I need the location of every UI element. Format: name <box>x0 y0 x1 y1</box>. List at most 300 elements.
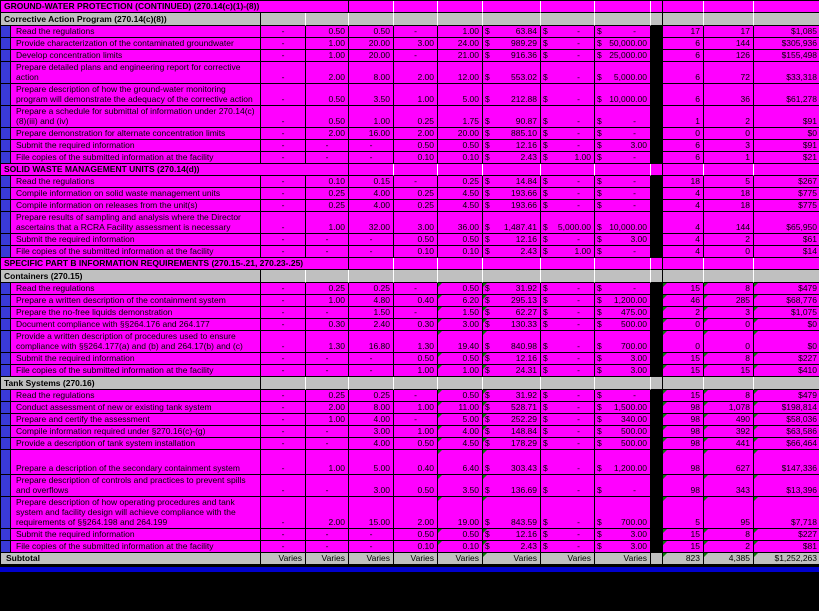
cell[interactable]: - <box>261 450 306 475</box>
cell[interactable]: - <box>306 475 349 497</box>
cell[interactable]: - <box>261 152 306 164</box>
cell[interactable]: 2 <box>663 307 704 319</box>
cell[interactable]: 2.00 <box>306 62 349 84</box>
cell[interactable]: 1 <box>663 106 704 128</box>
cell[interactable]: 0.50 <box>394 140 438 152</box>
cell[interactable]: 4.00 <box>349 438 394 450</box>
cell[interactable]: 1.00 <box>438 365 483 377</box>
cell[interactable] <box>483 450 541 475</box>
cell[interactable]: - <box>261 295 306 307</box>
row-indicator-cell[interactable] <box>1 26 11 38</box>
cell[interactable] <box>483 475 541 497</box>
cell[interactable]: 0.50 <box>438 390 483 402</box>
cell[interactable]: 15 <box>663 283 704 295</box>
cell[interactable]: 0.15 <box>349 176 394 188</box>
cell[interactable]: 0.10 <box>394 541 438 553</box>
cell[interactable] <box>541 541 595 553</box>
empty-cell[interactable] <box>394 13 438 26</box>
cell[interactable]: 0.25 <box>394 200 438 212</box>
row-indicator-cell[interactable] <box>1 414 11 426</box>
row-label[interactable]: Prepare description of controls and practices to prevent spills and overflows <box>11 475 261 497</box>
cell[interactable] <box>541 353 595 365</box>
cell[interactable]: 0 <box>704 128 754 140</box>
cell[interactable]: 4.00 <box>349 188 394 200</box>
cell[interactable] <box>595 200 651 212</box>
cell[interactable]: 18 <box>704 200 754 212</box>
cell[interactable]: - <box>261 62 306 84</box>
row-indicator-cell[interactable] <box>1 212 11 234</box>
cell[interactable]: 3 <box>704 140 754 152</box>
cell[interactable] <box>483 106 541 128</box>
cell[interactable]: 0.30 <box>394 319 438 331</box>
cell[interactable]: 8 <box>704 283 754 295</box>
cell[interactable] <box>483 497 541 529</box>
row-indicator-cell[interactable] <box>1 38 11 50</box>
cell[interactable]: 1.50 <box>438 307 483 319</box>
cell[interactable] <box>483 307 541 319</box>
empty-cell[interactable] <box>663 164 704 176</box>
row-label[interactable]: File copies of the submitted information at the facility <box>11 365 261 377</box>
cell[interactable]: 0.25 <box>394 188 438 200</box>
cell[interactable]: 0 <box>704 319 754 331</box>
cell[interactable]: 5.00 <box>438 414 483 426</box>
cell[interactable]: 0.25 <box>306 200 349 212</box>
row-indicator-cell[interactable] <box>1 295 11 307</box>
cell[interactable]: - <box>261 438 306 450</box>
cell[interactable] <box>595 529 651 541</box>
row-indicator-cell[interactable] <box>1 541 11 553</box>
empty-cell[interactable] <box>541 270 595 283</box>
cell[interactable] <box>595 26 651 38</box>
cell[interactable] <box>541 200 595 212</box>
cell[interactable]: - <box>261 50 306 62</box>
cell[interactable]: $227 <box>754 529 819 541</box>
cell[interactable]: $81 <box>754 541 819 553</box>
cell[interactable]: 15 <box>663 390 704 402</box>
cell[interactable]: $61 <box>754 234 819 246</box>
cell[interactable]: 1.00 <box>438 26 483 38</box>
cell[interactable]: 0.10 <box>306 176 349 188</box>
empty-cell[interactable] <box>754 258 819 270</box>
cell[interactable] <box>541 331 595 353</box>
cell[interactable] <box>483 234 541 246</box>
row-indicator-cell[interactable] <box>1 319 11 331</box>
cell[interactable]: $155,498 <box>754 50 819 62</box>
empty-cell[interactable] <box>595 258 651 270</box>
cell[interactable] <box>541 497 595 529</box>
cell[interactable]: 4 <box>663 234 704 246</box>
cell[interactable]: 4 <box>663 212 704 234</box>
empty-cell[interactable] <box>438 270 483 283</box>
cell[interactable]: 144 <box>704 212 754 234</box>
cell[interactable]: 0.25 <box>394 106 438 128</box>
cell[interactable]: 11.00 <box>438 402 483 414</box>
row-indicator-cell[interactable] <box>1 106 11 128</box>
empty-cell[interactable] <box>754 270 819 283</box>
cell[interactable]: 4.00 <box>349 414 394 426</box>
cell[interactable]: - <box>261 283 306 295</box>
cell[interactable] <box>483 331 541 353</box>
cell[interactable] <box>541 529 595 541</box>
empty-cell[interactable] <box>306 270 349 283</box>
cell[interactable] <box>595 497 651 529</box>
empty-cell[interactable] <box>483 13 541 26</box>
cell[interactable] <box>483 365 541 377</box>
cell[interactable]: 20.00 <box>349 50 394 62</box>
cell[interactable]: $14 <box>754 246 819 258</box>
cell[interactable]: 0.50 <box>394 529 438 541</box>
row-indicator-cell[interactable] <box>1 402 11 414</box>
cell[interactable] <box>595 212 651 234</box>
cell[interactable]: 490 <box>704 414 754 426</box>
cell[interactable]: 6 <box>663 84 704 106</box>
cell[interactable]: 18 <box>704 188 754 200</box>
cell[interactable]: 0.40 <box>394 450 438 475</box>
cell[interactable]: 0.50 <box>438 234 483 246</box>
cell[interactable]: $61,278 <box>754 84 819 106</box>
cell[interactable] <box>595 475 651 497</box>
section-header[interactable]: GROUND-WATER PROTECTION (CONTINUED) (270.14(c)(1)-(8)) <box>1 1 349 13</box>
cell[interactable]: 1.00 <box>349 106 394 128</box>
cell[interactable]: 18 <box>663 176 704 188</box>
cell[interactable]: 4 <box>663 188 704 200</box>
cell[interactable]: 1 <box>704 152 754 164</box>
cell[interactable]: $1,085 <box>754 26 819 38</box>
cell[interactable] <box>483 38 541 50</box>
cell[interactable]: 0 <box>663 331 704 353</box>
cell[interactable] <box>483 319 541 331</box>
cell[interactable]: $1,252,263 <box>754 553 819 565</box>
row-label[interactable]: Conduct assessment of new or existing tank system <box>11 402 261 414</box>
cell[interactable] <box>541 140 595 152</box>
row-indicator-cell[interactable] <box>1 176 11 188</box>
empty-cell[interactable] <box>704 258 754 270</box>
cell[interactable]: 126 <box>704 50 754 62</box>
cell[interactable]: $267 <box>754 176 819 188</box>
empty-cell[interactable] <box>483 258 541 270</box>
empty-cell[interactable] <box>394 1 438 13</box>
cell[interactable]: - <box>394 414 438 426</box>
row-label[interactable]: Provide characterization of the contaminated groundwater <box>11 38 261 50</box>
cell[interactable] <box>541 307 595 319</box>
cell[interactable]: - <box>306 152 349 164</box>
empty-cell[interactable] <box>754 164 819 176</box>
cell[interactable] <box>541 84 595 106</box>
cell[interactable]: 20.00 <box>349 38 394 50</box>
row-indicator-cell[interactable] <box>1 128 11 140</box>
row-label[interactable]: Prepare results of sampling and analysis where the Director ascertains that a RCRA Facility assessment is necessary <box>11 212 261 234</box>
cell[interactable]: 0.50 <box>306 26 349 38</box>
empty-cell[interactable] <box>754 1 819 13</box>
cell[interactable] <box>595 246 651 258</box>
cell[interactable]: - <box>261 497 306 529</box>
cell[interactable]: - <box>306 426 349 438</box>
empty-cell[interactable] <box>438 377 483 390</box>
cell[interactable]: 4.80 <box>349 295 394 307</box>
cell[interactable]: - <box>261 307 306 319</box>
cell[interactable]: - <box>261 26 306 38</box>
cell[interactable]: $68,776 <box>754 295 819 307</box>
cell[interactable]: 0 <box>704 331 754 353</box>
cell[interactable]: $305,936 <box>754 38 819 50</box>
empty-cell[interactable] <box>438 164 483 176</box>
cell[interactable]: - <box>349 234 394 246</box>
row-label[interactable]: Prepare description of how the ground-water monitoring program will demonstrate the adequacy of the corrective action <box>11 84 261 106</box>
section-header[interactable]: Corrective Action Program (270.14(c)(8)) <box>1 13 261 26</box>
cell[interactable]: 19.00 <box>438 497 483 529</box>
cell[interactable]: 17 <box>663 26 704 38</box>
cell[interactable]: 441 <box>704 438 754 450</box>
empty-cell[interactable] <box>663 258 704 270</box>
cell[interactable] <box>595 62 651 84</box>
cell[interactable] <box>541 152 595 164</box>
cell[interactable]: $58,036 <box>754 414 819 426</box>
cell[interactable]: 0 <box>704 246 754 258</box>
cell[interactable]: 3.00 <box>349 426 394 438</box>
cell[interactable]: $147,336 <box>754 450 819 475</box>
cell[interactable] <box>595 319 651 331</box>
cell[interactable]: 98 <box>663 475 704 497</box>
cell[interactable]: 36.00 <box>438 212 483 234</box>
cell[interactable]: 823 <box>663 553 704 565</box>
cell[interactable]: 1.00 <box>306 450 349 475</box>
cell[interactable] <box>483 128 541 140</box>
cell[interactable]: 21.00 <box>438 50 483 62</box>
cell[interactable] <box>595 140 651 152</box>
cell[interactable]: Varies <box>438 553 483 565</box>
empty-cell[interactable] <box>663 13 704 26</box>
row-label[interactable]: Submit the required information <box>11 140 261 152</box>
cell[interactable]: - <box>306 234 349 246</box>
cell[interactable] <box>595 365 651 377</box>
cell[interactable]: 16.00 <box>349 128 394 140</box>
section-header[interactable]: Containers (270.15) <box>1 270 261 283</box>
cell[interactable]: Varies <box>541 553 595 565</box>
row-label[interactable]: Prepare a description of the secondary containment system <box>11 450 261 475</box>
cell[interactable]: $775 <box>754 200 819 212</box>
empty-cell[interactable] <box>394 270 438 283</box>
empty-cell[interactable] <box>349 270 394 283</box>
cell[interactable]: 3.50 <box>349 84 394 106</box>
cell[interactable]: 0.50 <box>306 84 349 106</box>
empty-cell[interactable] <box>663 377 704 390</box>
empty-cell[interactable] <box>595 270 651 283</box>
cell[interactable]: 2 <box>704 541 754 553</box>
cell[interactable]: 0.50 <box>438 140 483 152</box>
cell[interactable]: $63,586 <box>754 426 819 438</box>
cell[interactable]: 0.10 <box>438 152 483 164</box>
cell[interactable] <box>595 426 651 438</box>
cell[interactable]: $91 <box>754 140 819 152</box>
cell[interactable] <box>541 365 595 377</box>
cell[interactable]: 6.40 <box>438 450 483 475</box>
cell[interactable] <box>541 450 595 475</box>
section-header[interactable]: SOLID WASTE MANAGEMENT UNITS (270.14(d)) <box>1 164 349 176</box>
empty-cell[interactable] <box>704 270 754 283</box>
cell[interactable]: 46 <box>663 295 704 307</box>
cell[interactable]: 0.25 <box>349 390 394 402</box>
row-label[interactable]: File copies of the submitted information at the facility <box>11 246 261 258</box>
cell[interactable] <box>483 529 541 541</box>
empty-cell[interactable] <box>349 1 394 13</box>
cell[interactable] <box>483 176 541 188</box>
cell[interactable]: $1,075 <box>754 307 819 319</box>
cell[interactable]: 1.00 <box>306 414 349 426</box>
cell[interactable]: - <box>261 390 306 402</box>
empty-cell[interactable] <box>261 270 306 283</box>
cell[interactable] <box>541 438 595 450</box>
cell[interactable]: 98 <box>663 450 704 475</box>
row-label[interactable]: Prepare a schedule for submittal of information under 270.14(c)(8)(iii) and (iv) <box>11 106 261 128</box>
cell[interactable]: 0.50 <box>438 353 483 365</box>
cell[interactable]: 95 <box>704 497 754 529</box>
cell[interactable] <box>595 283 651 295</box>
row-label[interactable]: Develop concentration limits <box>11 50 261 62</box>
cell[interactable]: 19.40 <box>438 331 483 353</box>
cell[interactable]: - <box>306 246 349 258</box>
cell[interactable]: 392 <box>704 426 754 438</box>
cell[interactable]: - <box>394 390 438 402</box>
cell[interactable]: - <box>261 234 306 246</box>
cell[interactable]: 8 <box>704 353 754 365</box>
cell[interactable] <box>595 176 651 188</box>
cell[interactable]: $198,814 <box>754 402 819 414</box>
empty-cell[interactable] <box>438 1 483 13</box>
cell[interactable]: 3 <box>704 307 754 319</box>
cell[interactable]: - <box>349 152 394 164</box>
cell[interactable]: - <box>349 246 394 258</box>
cell[interactable]: 144 <box>704 38 754 50</box>
cell[interactable]: $227 <box>754 353 819 365</box>
cell[interactable] <box>483 50 541 62</box>
cell[interactable] <box>595 402 651 414</box>
cell[interactable]: - <box>394 26 438 38</box>
empty-cell[interactable] <box>483 377 541 390</box>
cell[interactable]: - <box>306 541 349 553</box>
empty-cell[interactable] <box>704 13 754 26</box>
row-label[interactable]: File copies of the submitted information at the facility <box>11 152 261 164</box>
cell[interactable]: - <box>394 50 438 62</box>
cell[interactable]: 4 <box>663 200 704 212</box>
cell[interactable] <box>595 390 651 402</box>
cell[interactable]: 0.25 <box>349 283 394 295</box>
row-label[interactable]: Submit the required information <box>11 234 261 246</box>
row-label[interactable]: Prepare and certify the assessment <box>11 414 261 426</box>
cell[interactable]: 1.00 <box>394 402 438 414</box>
cell[interactable]: 3.00 <box>394 38 438 50</box>
empty-cell[interactable] <box>595 377 651 390</box>
cell[interactable] <box>483 426 541 438</box>
row-indicator-cell[interactable] <box>1 365 11 377</box>
row-indicator-cell[interactable] <box>1 497 11 529</box>
cell[interactable]: - <box>349 541 394 553</box>
cell[interactable]: 5 <box>663 497 704 529</box>
cell[interactable]: 1.75 <box>438 106 483 128</box>
cell[interactable]: 2.40 <box>349 319 394 331</box>
cell[interactable]: $65,950 <box>754 212 819 234</box>
cell[interactable]: 0.50 <box>394 475 438 497</box>
row-indicator-cell[interactable] <box>1 475 11 497</box>
cell[interactable]: 4.50 <box>438 438 483 450</box>
cell[interactable]: - <box>261 188 306 200</box>
cell[interactable]: 6 <box>663 38 704 50</box>
row-indicator-cell[interactable] <box>1 307 11 319</box>
row-label[interactable]: Read the regulations <box>11 390 261 402</box>
cell[interactable]: 8.00 <box>349 402 394 414</box>
cell[interactable]: 17 <box>704 26 754 38</box>
cell[interactable]: 98 <box>663 438 704 450</box>
cell[interactable] <box>541 295 595 307</box>
cell[interactable]: 5.00 <box>349 450 394 475</box>
cell[interactable]: - <box>394 307 438 319</box>
cell[interactable]: Varies <box>261 553 306 565</box>
cell[interactable]: 1.00 <box>306 212 349 234</box>
row-label[interactable]: File copies of the submitted information at the facility <box>11 541 261 553</box>
cell[interactable]: 4.50 <box>438 200 483 212</box>
cell[interactable]: 2.00 <box>394 62 438 84</box>
cell[interactable]: - <box>261 426 306 438</box>
cell[interactable]: - <box>261 402 306 414</box>
row-label[interactable]: Read the regulations <box>11 26 261 38</box>
empty-cell[interactable] <box>541 377 595 390</box>
cell[interactable]: 343 <box>704 475 754 497</box>
cell[interactable] <box>595 331 651 353</box>
cell[interactable] <box>541 426 595 438</box>
cell[interactable]: - <box>261 128 306 140</box>
cell[interactable] <box>595 307 651 319</box>
row-indicator-cell[interactable] <box>1 529 11 541</box>
empty-cell[interactable] <box>541 13 595 26</box>
cell[interactable] <box>595 414 651 426</box>
cell[interactable]: 20.00 <box>438 128 483 140</box>
cell[interactable] <box>541 283 595 295</box>
cell[interactable]: $410 <box>754 365 819 377</box>
cell[interactable] <box>595 152 651 164</box>
cell[interactable]: Varies <box>349 553 394 565</box>
cell[interactable]: 15 <box>663 529 704 541</box>
cell[interactable]: - <box>261 38 306 50</box>
cell[interactable] <box>483 188 541 200</box>
cell[interactable]: - <box>261 353 306 365</box>
row-label[interactable]: Prepare a written description of the containment system <box>11 295 261 307</box>
cell[interactable] <box>541 128 595 140</box>
cell[interactable]: 0.50 <box>394 234 438 246</box>
cell[interactable] <box>595 295 651 307</box>
cell[interactable]: 72 <box>704 62 754 84</box>
cell[interactable]: 4.00 <box>349 200 394 212</box>
empty-cell[interactable] <box>704 377 754 390</box>
cell[interactable]: 0.50 <box>438 529 483 541</box>
cell[interactable]: - <box>349 140 394 152</box>
cell[interactable]: $21 <box>754 152 819 164</box>
cell[interactable]: 1.50 <box>349 307 394 319</box>
cell[interactable]: $775 <box>754 188 819 200</box>
cell[interactable]: - <box>261 176 306 188</box>
cell[interactable]: - <box>261 319 306 331</box>
cell[interactable] <box>595 450 651 475</box>
cell[interactable]: Varies <box>483 553 541 565</box>
cell[interactable]: - <box>261 200 306 212</box>
row-indicator-cell[interactable] <box>1 152 11 164</box>
cell[interactable]: 1.00 <box>306 38 349 50</box>
cell[interactable]: 6 <box>663 140 704 152</box>
row-label[interactable]: Prepare the no-free liquids demonstration <box>11 307 261 319</box>
empty-cell[interactable] <box>483 164 541 176</box>
cell[interactable]: $0 <box>754 331 819 353</box>
cell[interactable]: 0.25 <box>306 188 349 200</box>
row-indicator-cell[interactable] <box>1 140 11 152</box>
cell[interactable]: - <box>261 212 306 234</box>
